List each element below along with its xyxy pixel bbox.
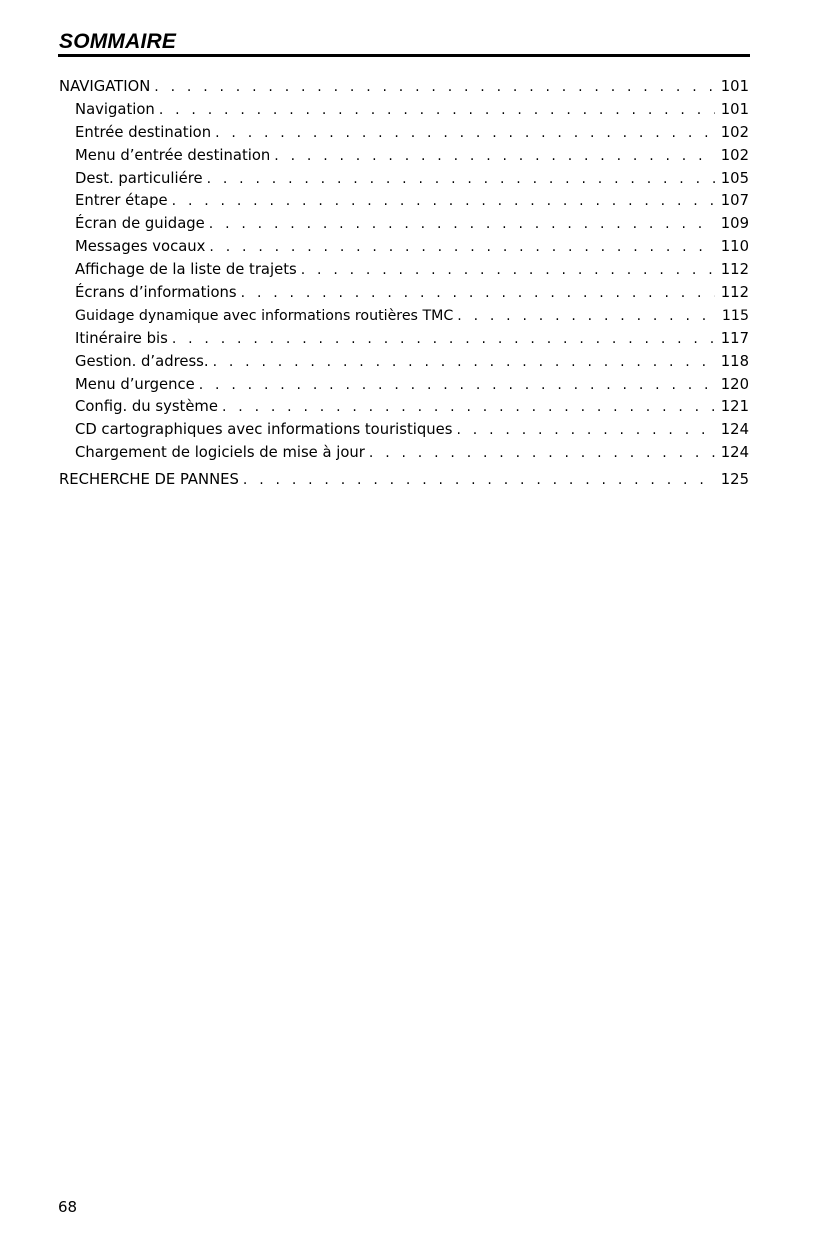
- dot-leader: [241, 282, 715, 305]
- dot-leader: [457, 305, 715, 328]
- toc-entry[interactable]: [59, 122, 749, 145]
- dot-leader: [209, 236, 714, 259]
- dot-leader: [207, 168, 715, 191]
- page-number: 68: [58, 1198, 78, 1216]
- toc-entry[interactable]: [59, 305, 749, 328]
- toc-entry-page: 115: [721, 307, 749, 324]
- toc-entry-label: Chargement de logiciels de mise à jour: [75, 444, 365, 462]
- toc-entry[interactable]: [59, 259, 749, 282]
- toc-entry-label: Dest. particuliére: [75, 169, 203, 187]
- toc-entry-label: Gestion. d’adress.: [75, 352, 209, 370]
- toc-entry-page: 120: [720, 375, 749, 393]
- toc-entry-label: Navigation: [75, 100, 155, 118]
- page-title: SOMMAIRE: [59, 30, 177, 53]
- dot-leader: [154, 76, 714, 99]
- toc-entry-page: 121: [720, 398, 749, 416]
- toc-entry-page: 105: [720, 169, 749, 187]
- toc-entry[interactable]: [59, 396, 749, 419]
- toc-entry[interactable]: [59, 282, 749, 305]
- toc-entry-page: 125: [720, 471, 749, 489]
- toc-entry-label: RECHERCHE DE PANNES: [59, 471, 239, 489]
- toc-entry-page: 107: [720, 192, 749, 210]
- toc-entry[interactable]: [59, 328, 749, 351]
- toc-entry-label: Affichage de la liste de trajets: [75, 261, 297, 279]
- toc-entry-label: Entrer étape: [75, 192, 168, 210]
- dot-leader: [215, 122, 715, 145]
- toc-entry-label: CD cartographiques avec informations touristiques: [75, 421, 453, 439]
- toc-entry-page: 112: [720, 261, 749, 279]
- dot-leader: [457, 419, 715, 442]
- title-rule: [58, 54, 750, 57]
- dot-leader: [172, 190, 715, 213]
- toc-entry[interactable]: [59, 76, 749, 99]
- dot-leader: [159, 99, 715, 122]
- dot-leader: [369, 442, 715, 465]
- toc-entry[interactable]: [59, 469, 749, 492]
- toc-entry[interactable]: [59, 168, 749, 191]
- toc-entry-label: Entrée destination: [75, 123, 212, 141]
- toc-entry-page: 117: [720, 329, 749, 347]
- toc-entry[interactable]: [59, 374, 749, 397]
- dot-leader: [213, 351, 715, 374]
- toc-entry-label: Écran de guidage: [75, 215, 205, 233]
- toc-entry-label: Menu d’entrée destination: [75, 146, 271, 164]
- toc-entry-page: 124: [720, 444, 749, 462]
- dot-leader: [274, 145, 714, 168]
- table-of-contents: [59, 76, 749, 492]
- dot-leader: [301, 259, 715, 282]
- toc-entry[interactable]: [59, 99, 749, 122]
- toc-entry[interactable]: [59, 419, 749, 442]
- toc-entry-label: Menu d’urgence: [75, 375, 195, 393]
- toc-entry-page: 118: [720, 352, 749, 370]
- dot-leader: [199, 374, 715, 397]
- toc-entry[interactable]: [59, 236, 749, 259]
- toc-entry-label: Messages vocaux: [75, 238, 206, 256]
- dot-leader: [222, 396, 715, 419]
- toc-entry-label: Config. du système: [75, 398, 218, 416]
- toc-entry-page: 102: [720, 123, 749, 141]
- toc-entry-page: 101: [720, 78, 749, 95]
- toc-entry[interactable]: [59, 213, 749, 236]
- toc-entry[interactable]: [59, 442, 749, 465]
- toc-entry-page: 112: [720, 284, 749, 302]
- toc-entry-label: Guidage dynamique avec informations routières TMC: [75, 307, 454, 324]
- toc-entry[interactable]: [59, 351, 749, 374]
- toc-entry-page: 110: [720, 238, 749, 256]
- toc-entry-label: Itinéraire bis: [75, 329, 168, 347]
- dot-leader: [209, 213, 715, 236]
- toc-entry-page: 124: [720, 421, 749, 439]
- toc-entry-page: 109: [720, 215, 749, 233]
- toc-entry-label: Écrans d’informations: [75, 284, 237, 302]
- toc-entry-page: 102: [720, 146, 749, 164]
- dot-leader: [172, 328, 715, 351]
- toc-entry[interactable]: [59, 190, 749, 213]
- toc-entry-label: NAVIGATION: [59, 78, 151, 95]
- toc-entry-page: 101: [720, 100, 749, 118]
- toc-entry[interactable]: [59, 145, 749, 168]
- dot-leader: [243, 469, 715, 492]
